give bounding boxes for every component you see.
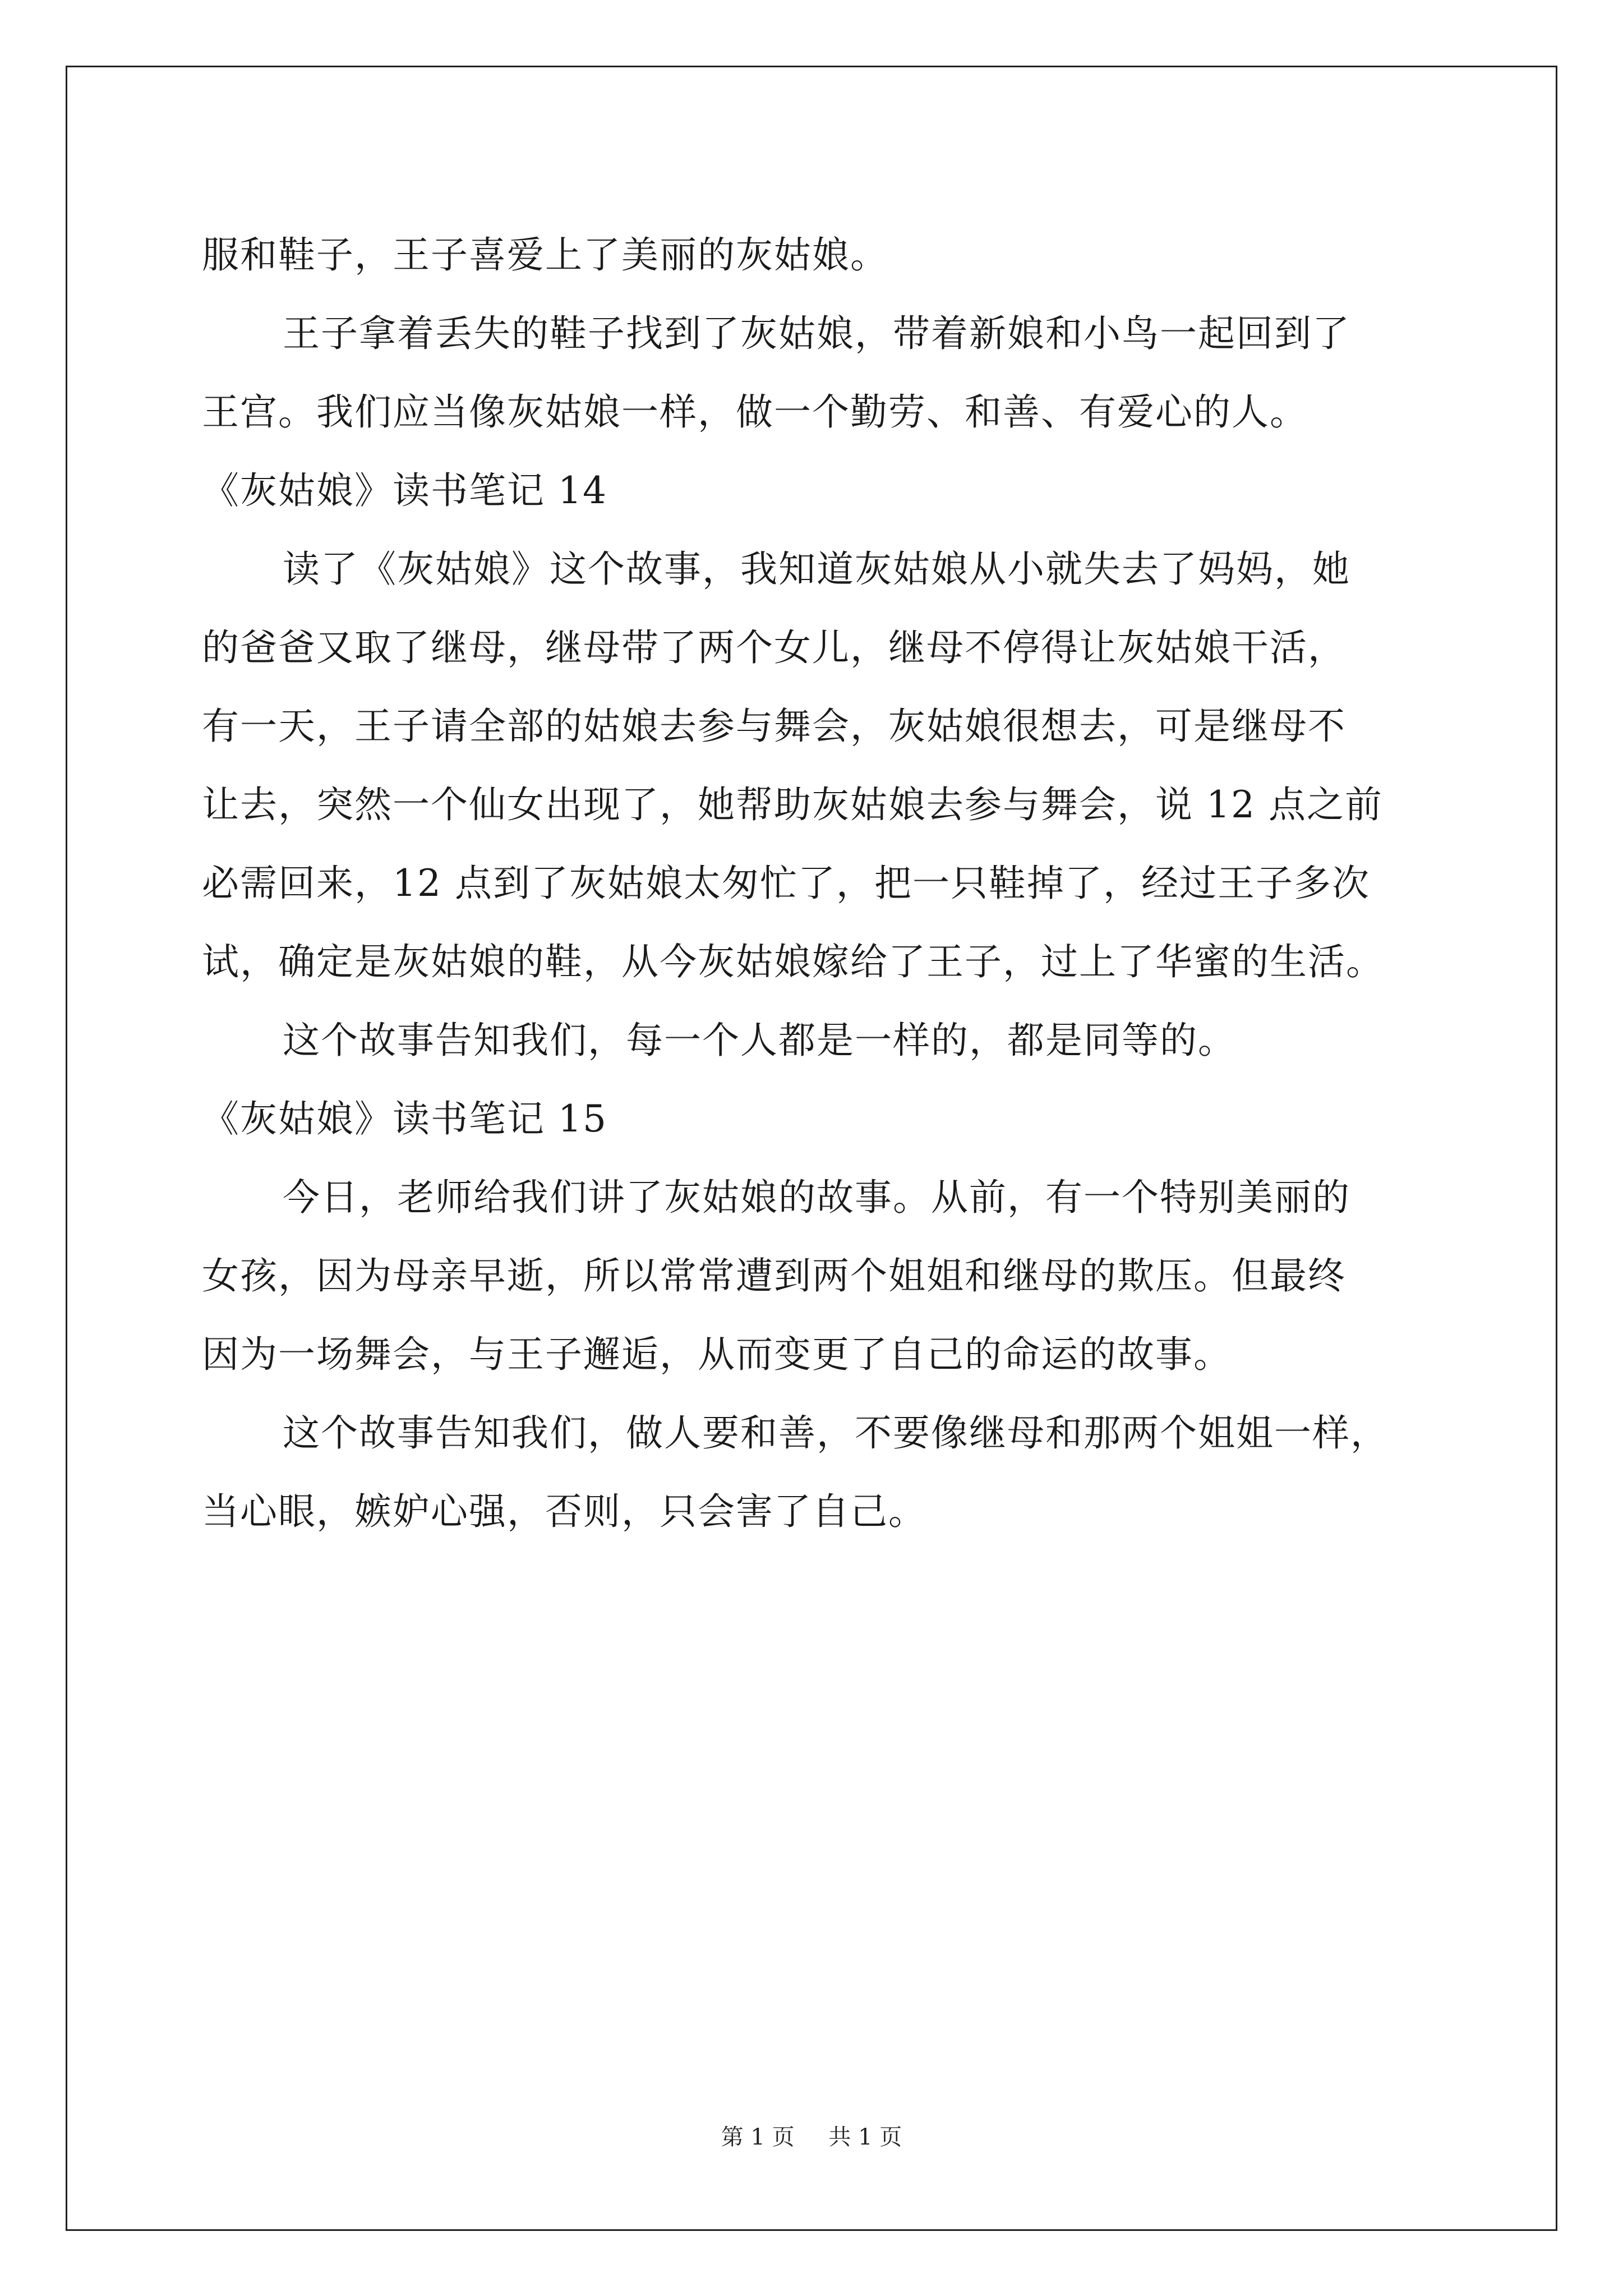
text-line: 试，确定是灰姑娘的鞋，从今灰姑娘嫁给了王子，过上了华蜜的生活。 [202, 940, 1384, 983]
text-line: 服和鞋子，王子喜爱上了美丽的灰姑娘。 [202, 233, 888, 277]
text-line: 当心眼，嫉妒心强，否则，只会害了自己。 [202, 1490, 926, 1533]
paragraph-start: 王子拿着丢失的鞋子找到了灰姑娘，带着新娘和小鸟一起回到了 [283, 312, 1350, 355]
paragraph-start: 这个故事告知我们，做人要和善，不要像继母和那两个姐姐一样， [283, 1411, 1389, 1455]
text-line: 的爸爸又取了继母，继母带了两个女儿，继母不停得让灰姑娘干活， [202, 626, 1346, 669]
paragraph-start: 今日，老师给我们讲了灰姑娘的故事。从前，有一个特别美丽的 [283, 1176, 1350, 1219]
page-number: 第 1 页 [721, 2124, 795, 2150]
page-total: 共 1 页 [828, 2124, 902, 2150]
text-line: 王宫。我们应当像灰姑娘一样，做一个勤劳、和善、有爱心的人。 [202, 390, 1308, 434]
text-line: 有一天，王子请全部的姑娘去参与舞会，灰姑娘很想去，可是继母不 [202, 705, 1346, 748]
paragraph-start: 这个故事告知我们，每一个人都是一样的，都是同等的。 [283, 1019, 1236, 1062]
text-line: 因为一场舞会，与王子邂逅，从而变更了自己的命运的故事。 [202, 1333, 1232, 1376]
section-heading: 《灰姑娘》读书笔记 15 [202, 1097, 607, 1140]
text-line: 必需回来，12 点到了灰姑娘太匆忙了，把一只鞋掉了，经过王子多次 [202, 862, 1370, 905]
text-line: 让去，突然一个仙女出现了，她帮助灰姑娘去参与舞会，说 12 点之前 [202, 783, 1383, 826]
paragraph-start: 读了《灰姑娘》这个故事，我知道灰姑娘从小就失去了妈妈，她 [283, 547, 1350, 591]
document-body [202, 213, 1436, 1548]
text-line: 女孩，因为母亲早逝，所以常常遭到两个姐姐和继母的欺压。但最终 [202, 1254, 1346, 1297]
section-heading: 《灰姑娘》读书笔记 14 [202, 469, 607, 512]
page-footer [0, 2119, 1623, 2151]
